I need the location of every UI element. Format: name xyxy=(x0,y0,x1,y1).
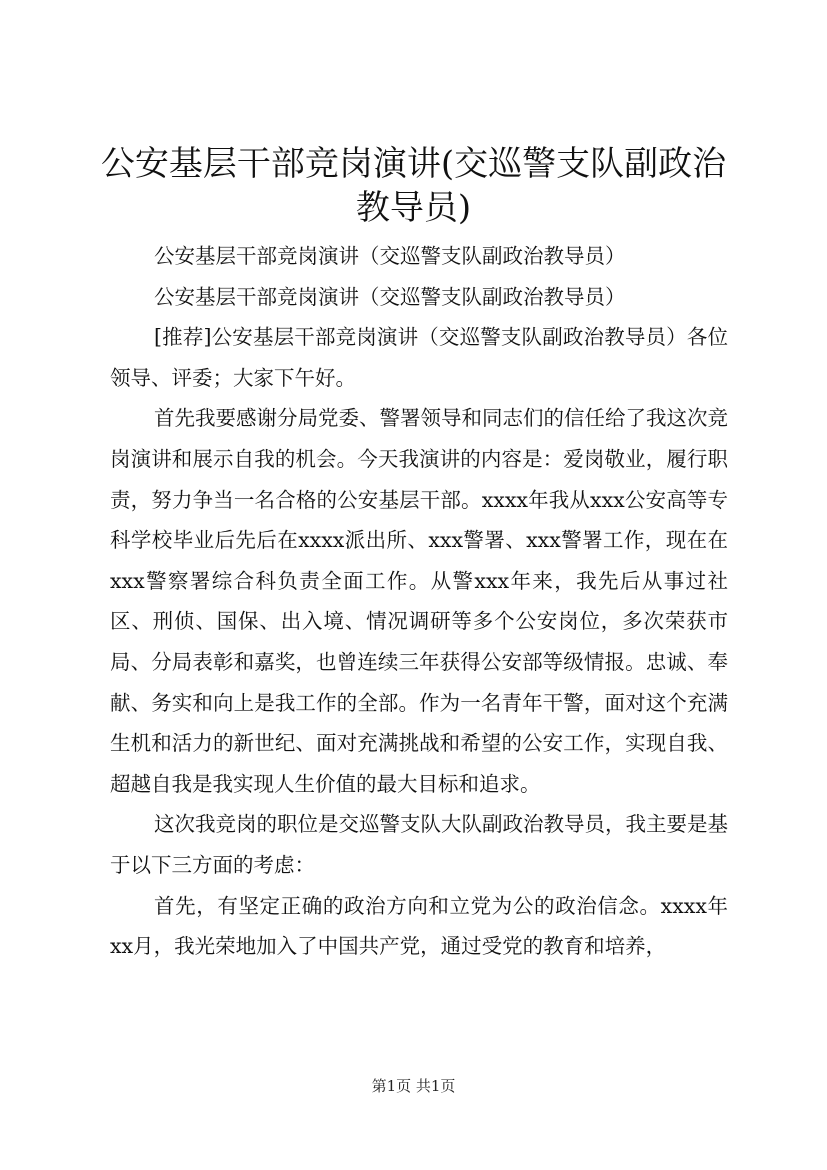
page-number-footer: 第1页 共1页 xyxy=(371,1077,456,1095)
paragraph: 首先我要感谢分局党委、警署领导和同志们的信任给了我这次竞岗演讲和展示自我的机会。今天我演讲的内容是：爱岗敬业，履行职责，努力争当一名合格的公安基层干部。xxxx年我从xxx公安高等专科学校毕业后先后在xxxx派出所、xxx警署、xxx警署工作，现在在xxx警察署综合科负责全面工作。从警xxx年来，我先后从事过社区、刑侦、国保、出入境、情况调研等多个公安岗位，多次荣获市局、分局表彰和嘉奖，也曾连续三年获得公安部等级情报。忠诚、奉献、务实和向上是我工作的全部。作为一名青年干警，面对这个充满生机和活力的新世纪、面对充满挑战和希望的公安工作，实现自我、超越自我是我实现人生价值的最大目标和追求。 xyxy=(110,406,728,796)
paragraph: 这次我竞岗的职位是交巡警支队大队副政治教导员，我主要是基于以下三方面的考虑： xyxy=(110,812,728,877)
paragraph: 公安基层干部竞岗演讲（交巡警支队副政治教导员） xyxy=(154,244,626,268)
paragraph: 首先，有坚定正确的政治方向和立党为公的政治信念。xxxx年xx月，我光荣地加入了中国共产党，通过受党的教育和培养， xyxy=(110,893,728,959)
paragraph: [推荐]公安基层干部竞岗演讲（交巡警支队副政治教导员）各位领导、评委；大家下午好。 xyxy=(110,325,728,390)
paragraph: 公安基层干部竞岗演讲（交巡警支队副政治教导员） xyxy=(154,284,626,309)
document-body xyxy=(110,236,728,967)
document-title: 公安基层干部竞岗演讲(交巡警支队副政治教导员) xyxy=(100,144,727,228)
